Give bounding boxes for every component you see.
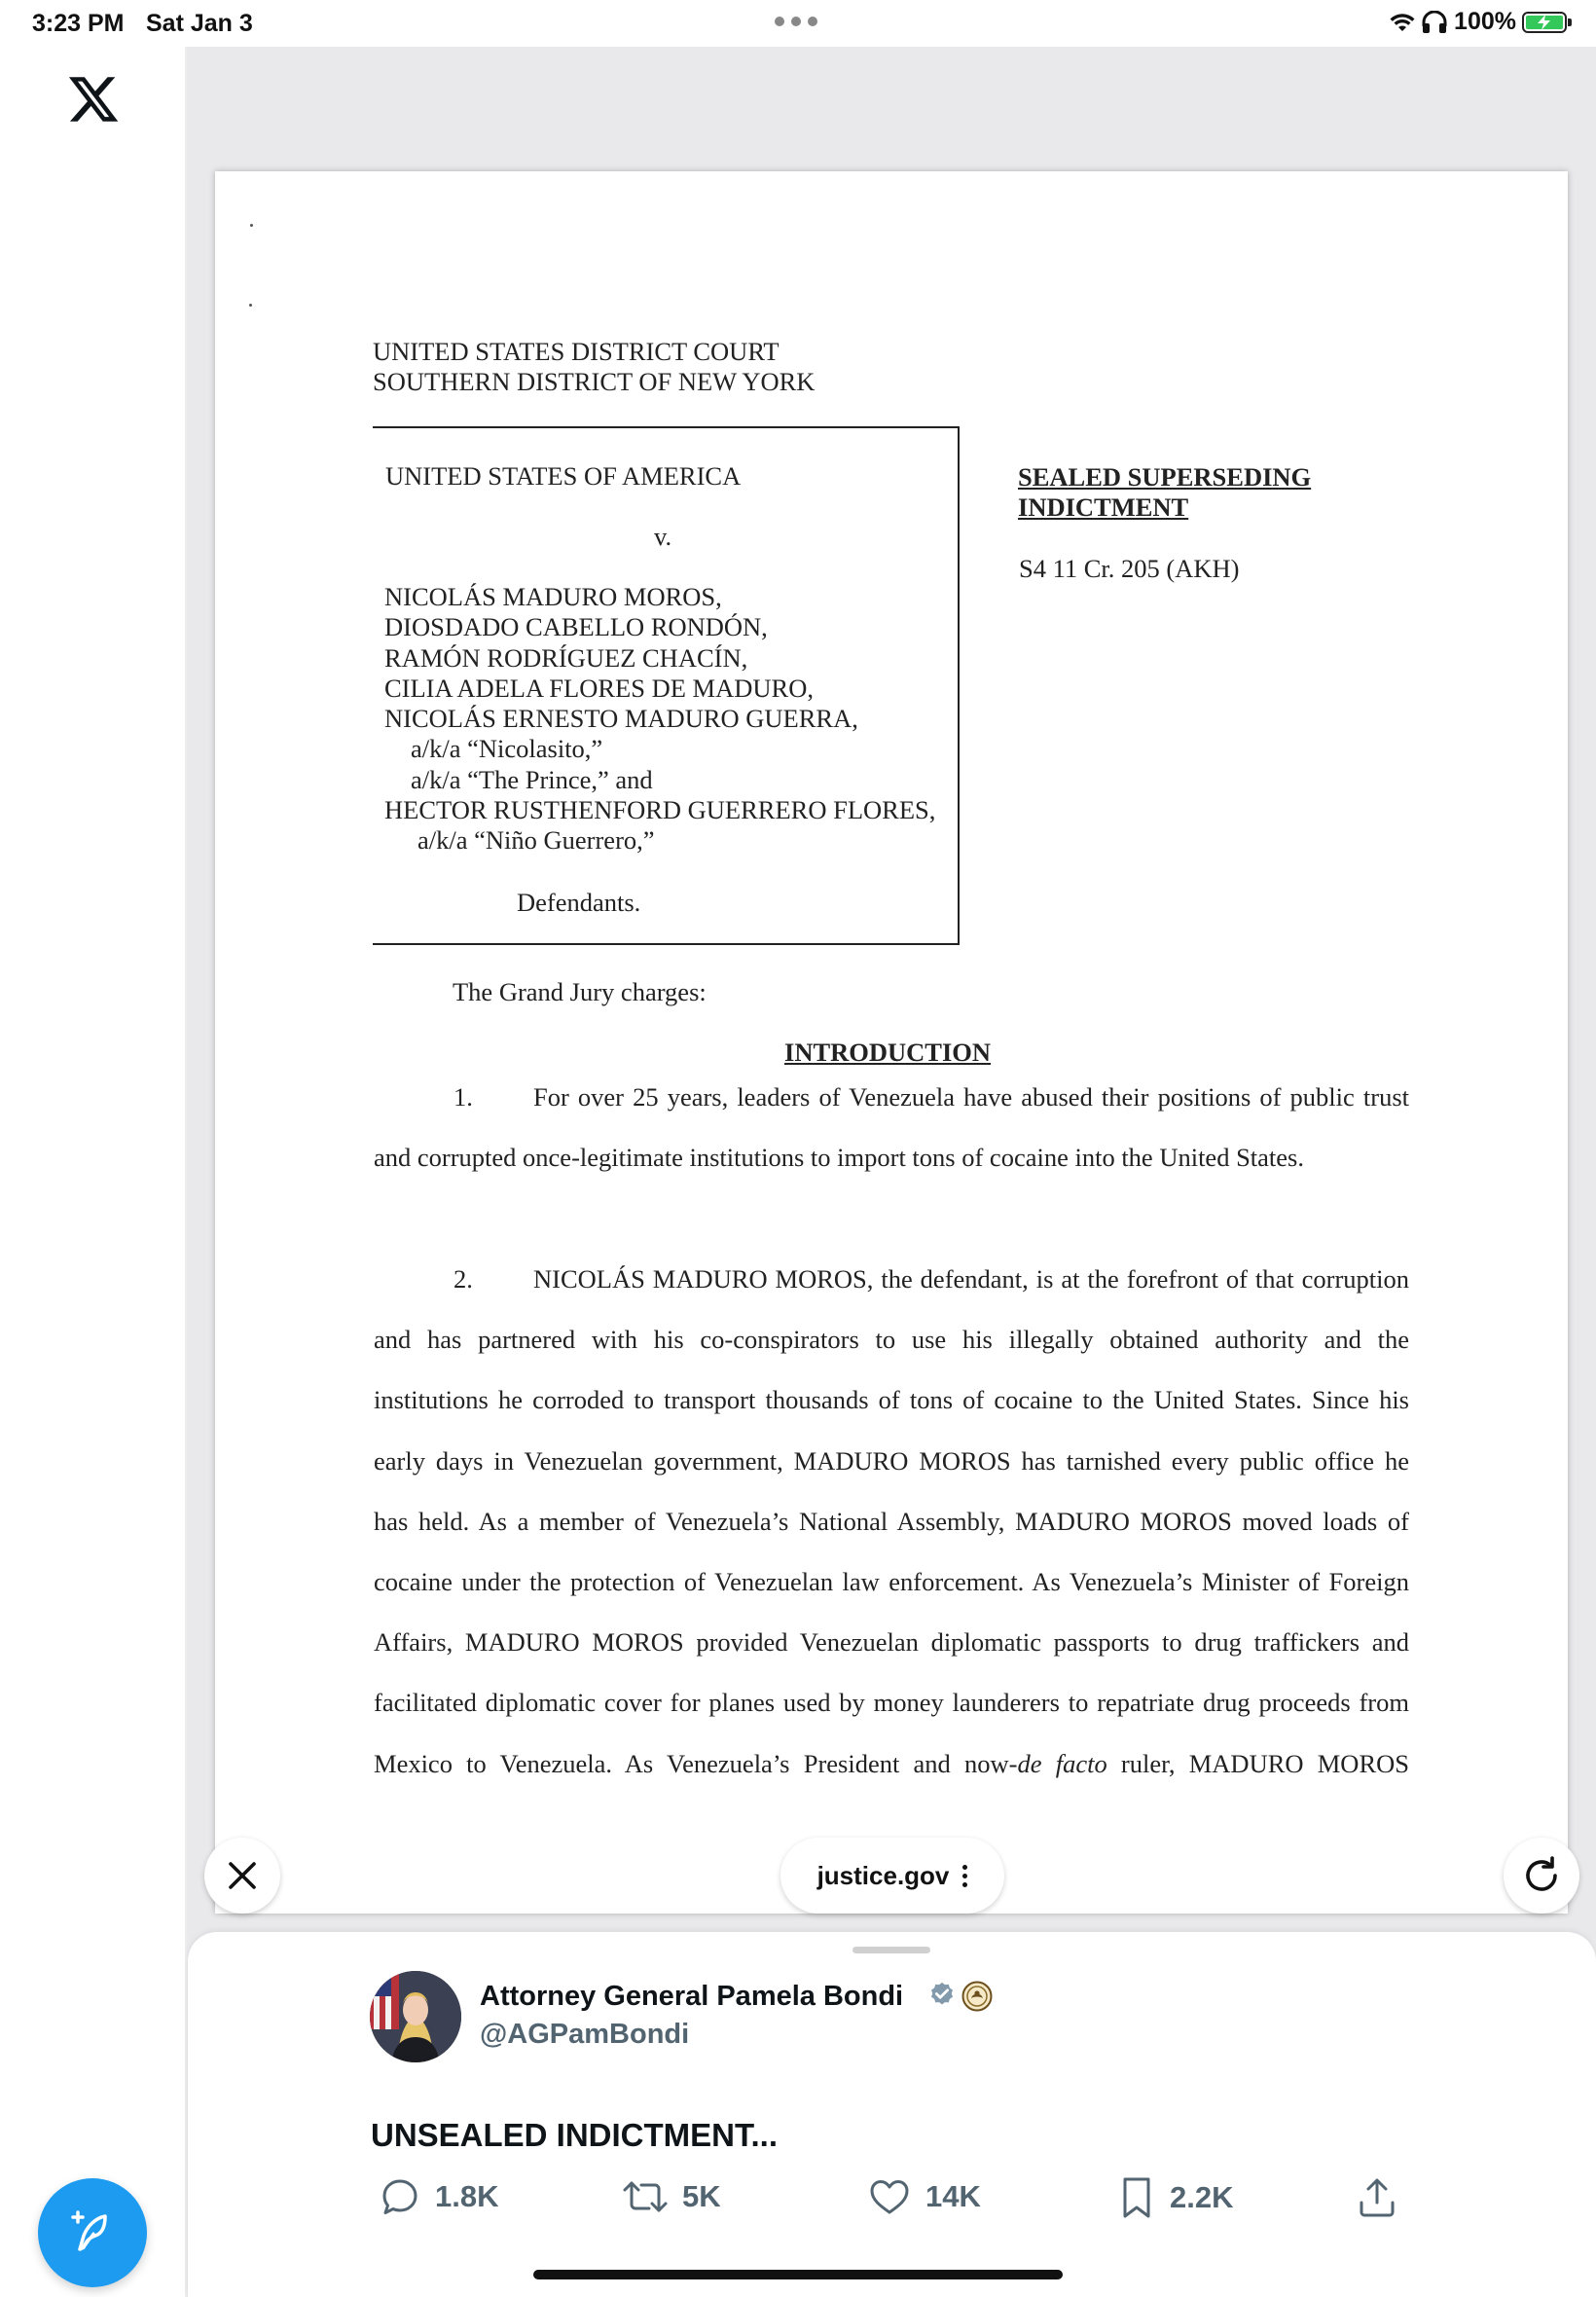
grand-jury-charges: The Grand Jury charges: — [453, 977, 707, 1006]
reply-button[interactable] — [379, 2175, 498, 2218]
post-actions — [188, 2175, 1596, 2234]
avatar[interactable] — [370, 1971, 461, 2062]
x-logo-icon[interactable] — [66, 72, 121, 127]
close-icon — [226, 1859, 259, 1892]
document-title: SEALED SUPERSEDING INDICTMENT — [1018, 462, 1312, 522]
indictment-document[interactable] — [215, 171, 1568, 1914]
post-text: UNSEALED INDICTMENT... — [371, 2117, 779, 2153]
paragraph-1 — [374, 1067, 1409, 1187]
repost-icon — [622, 2175, 669, 2218]
reply-icon — [379, 2175, 421, 2218]
url-pill-button[interactable] — [780, 1838, 1004, 1914]
versus: v. — [654, 522, 672, 551]
repost-count: 5K — [682, 2179, 721, 2213]
refresh-button[interactable] — [1504, 1838, 1579, 1914]
repost-button[interactable] — [622, 2175, 721, 2218]
paragraph-line: 2. NICOLÁS MADURO MOROS, the defendant, is at the forefront of that corruption — [453, 1264, 1409, 1294]
affiliation-seal-icon[interactable] — [961, 1981, 993, 2012]
verified-badge-icon — [927, 1981, 957, 2010]
paragraph-line: facilitated diplomatic cover for planes used by money launderers to repatriate drug proceeds from — [374, 1688, 1409, 1718]
battery-charging-icon — [1522, 12, 1567, 33]
like-button[interactable] — [867, 2175, 981, 2218]
author-name[interactable]: Attorney General Pamela Bondi — [480, 1981, 904, 2012]
case-number: S4 11 Cr. 205 (AKH) — [1019, 554, 1240, 583]
paragraph-line: has held. As a member of Venezuela’s National Assembly, MADURO MOROS moved loads of — [374, 1506, 1409, 1536]
wifi-icon — [1390, 12, 1415, 33]
bookmark-button[interactable] — [1117, 2175, 1233, 2220]
defendants-list: NICOLÁS MADURO MOROS, DIOSDADO CABELLO RONDÓN, RAMÓN RODRÍGUEZ CHACÍN, CILIA ADELA FLORES DE MADURO, NICOLÁS ERNESTO MADURO GUERRA, a/k/a “Nicolasito,” a/k/a “The Prince,” and HECTOR RUSTHENFORD GUERRERO FLORES, a/k/a “Niño Guerrero,” — [384, 582, 936, 856]
share-icon — [1356, 2175, 1398, 2220]
status-bar — [0, 0, 1596, 47]
close-button[interactable] — [204, 1838, 280, 1914]
status-date: Sat Jan 3 — [146, 10, 253, 37]
compose-post-icon — [66, 2206, 119, 2259]
compose-post-button[interactable] — [38, 2178, 147, 2287]
status-indicators — [1390, 8, 1567, 36]
source-url: justice.gov — [816, 1860, 950, 1890]
court-name: UNITED STATES DISTRICT COURT SOUTHERN DISTRICT OF NEW YORK — [373, 337, 816, 396]
post-sheet[interactable] — [188, 1932, 1596, 2297]
home-indicator[interactable] — [533, 2270, 1063, 2279]
paragraph-line: institutions he corroded to transport thousands of tons of cocaine to the United States. Since his — [374, 1385, 1409, 1415]
sidebar — [0, 47, 187, 2297]
paragraph-line: Affairs, MADURO MOROS provided Venezuelan diplomatic passports to drug traffickers and — [374, 1627, 1409, 1658]
sheet-grabber[interactable] — [852, 1947, 930, 1953]
section-heading: INTRODUCTION — [784, 1038, 992, 1067]
more-vertical-icon[interactable] — [962, 1865, 967, 1887]
refresh-icon — [1520, 1854, 1563, 1897]
bookmark-icon — [1117, 2175, 1156, 2220]
status-time: 3:23 PM — [32, 10, 125, 37]
reply-count: 1.8K — [435, 2179, 499, 2213]
paragraph-line: Mexico to Venezuela. As Venezuela’s President and now-de facto ruler, MADURO MOROS — [374, 1748, 1409, 1778]
headphones-icon — [1421, 11, 1448, 34]
paragraph-2 — [374, 1249, 1409, 1794]
paragraph-line: cocaine under the protection of Venezuelan law enforcement. As Venezuela’s Minister of Foreign — [374, 1566, 1409, 1596]
plaintiff: UNITED STATES OF AMERICA — [385, 461, 742, 491]
defendants-label: Defendants. — [517, 888, 641, 917]
author-handle[interactable]: @AGPamBondi — [480, 2019, 690, 2050]
battery-percent: 100% — [1454, 8, 1516, 35]
share-button[interactable] — [1356, 2175, 1398, 2220]
heart-icon — [867, 2175, 912, 2218]
bookmark-count: 2.2K — [1170, 2180, 1234, 2214]
multitasking-dots-icon[interactable] — [775, 10, 821, 33]
paragraph-line: 1. For over 25 years, leaders of Venezuela have abused their positions of public trust — [453, 1082, 1409, 1112]
paragraph-line: and corrupted once-legitimate institutions to import tons of cocaine into the United States. — [374, 1143, 1304, 1173]
like-count: 14K — [925, 2179, 981, 2213]
paragraph-line: early days in Venezuelan government, MADURO MOROS has tarnished every public office he — [374, 1445, 1409, 1476]
paragraph-line: and has partnered with his co-conspirators to use his illegally obtained authority and the — [374, 1325, 1409, 1355]
